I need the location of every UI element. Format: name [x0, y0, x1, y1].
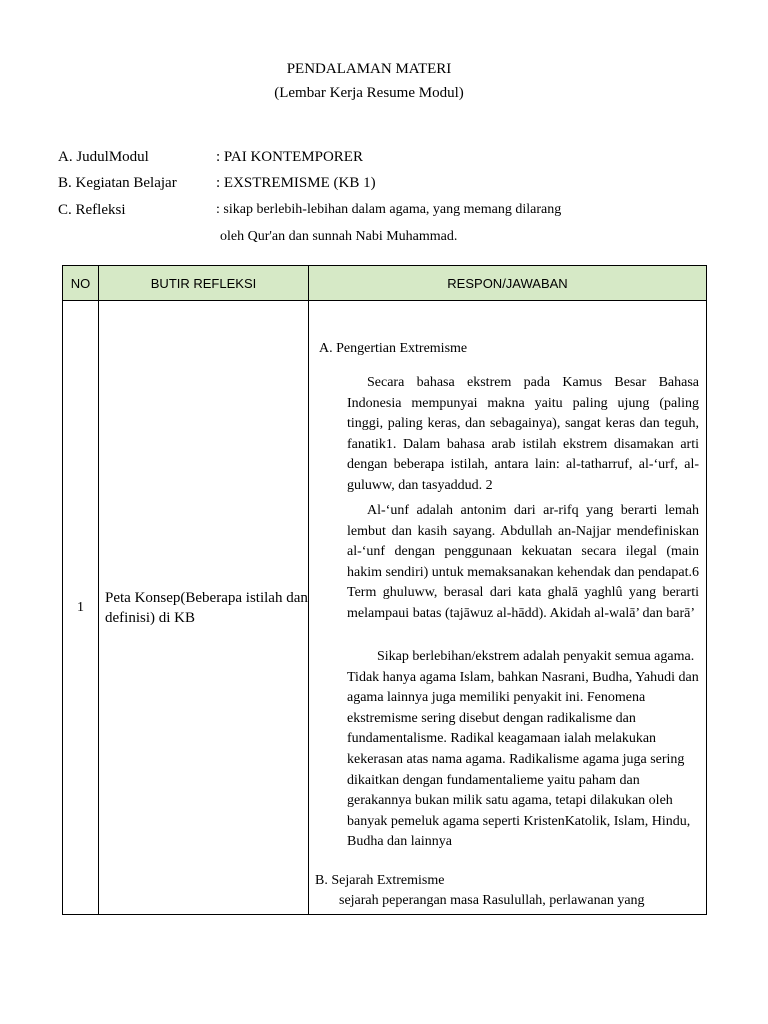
section-b-heading: B. Sejarah Extremisme — [315, 873, 445, 888]
respon-content — [309, 301, 707, 914]
refleksi-value: : sikap berlebih-lebihan dalam agama, yang memang dilarang — [216, 202, 562, 217]
respon-cell — [309, 301, 707, 915]
paragraph-al-unf-text: Al-‘unf adalah antonim dari ar-rifq yang berarti lemah lembut dan kasih sayang. Abdullah an-Najjar mendefiniskan al-‘unf dengan penggunaan kekuatan secara ilegal (main hakim sendiri) untuk memaksanakan kehendak dan pendapat.6 Term ghuluww, berasal dari kata ghalā yaghlû yang berarti melampaui batas (tajāwuz al-hādd). Akidah al-walā’ dan barā’ — [347, 503, 699, 621]
paragraph-al-unf — [347, 501, 699, 624]
kegiatan-label: B. Kegiatan Belajar — [58, 175, 177, 191]
judul-label: A. JudulModul — [58, 149, 149, 165]
paragraph-extremism-religions — [347, 647, 699, 853]
reflection-table — [62, 265, 707, 915]
paragraph-extremism-religions-text: Sikap berlebihan/ekstrem adalah penyakit semua agama. Tidak hanya agama Islam, bahkan Nasrani, Budha, Yahudi dan agama lainnya juga memiliki penyakit ini. Fenomena ekstremisme sering disebut dengan radikalisme dan fundamentalisme. Radikal keagamaan ialah melakukan kekerasan atas nama agama. Radikalisme agama juga sering dikaitkan dengan fundamentalieme yaitu paham dan gerakannya bukan milik satu agama, tetapi dilakukan oleh banyak pemeluk agama seperti KristenKatolik, Islam, Hindu, Budha dan lainnya — [347, 649, 699, 850]
page-title: PENDALAMAN MATERI — [286, 61, 452, 77]
header-butir: BUTIR REFLEKSI — [99, 266, 309, 301]
paragraph-definition-text: Secara bahasa ekstrem pada Kamus Besar Bahasa Indonesia mempunyai makna yaitu paling ujung (paling tinggi, paling keras, dan sebagainya), sangat keras dan teguh, fanatik1. Dalam bahasa arab istilah ekstrem disamakan arti dengan beberapa istilah, antara lain: al-tatharruf, al-‘urf, al-guluww, dan tasyaddud. 2 — [347, 375, 699, 493]
header-respon: RESPON/JAWABAN — [309, 266, 707, 301]
table-row — [63, 301, 707, 915]
refleksi-continuation: oleh Qur'an dan sunnah Nabi Muhammad. — [220, 229, 458, 244]
page-subtitle: (Lembar Kerja Resume Modul) — [274, 85, 464, 101]
table-header-row — [63, 266, 707, 301]
section-b-text: sejarah peperangan masa Rasulullah, perlawanan yang — [339, 893, 645, 908]
paragraph-definition — [347, 373, 699, 496]
row-number: 1 — [63, 301, 99, 915]
butir-text: Peta Konsep(Beberapa istilah dan definisi) di KB — [105, 589, 308, 626]
butir-cell — [99, 301, 309, 915]
judul-value: : PAI KONTEMPORER — [216, 149, 363, 165]
kegiatan-value: : EXSTREMISME (KB 1) — [216, 175, 376, 191]
refleksi-label: C. Refleksi — [58, 202, 126, 218]
header-no: NO — [63, 266, 99, 301]
section-a-heading: A. Pengertian Extremisme — [319, 341, 468, 356]
